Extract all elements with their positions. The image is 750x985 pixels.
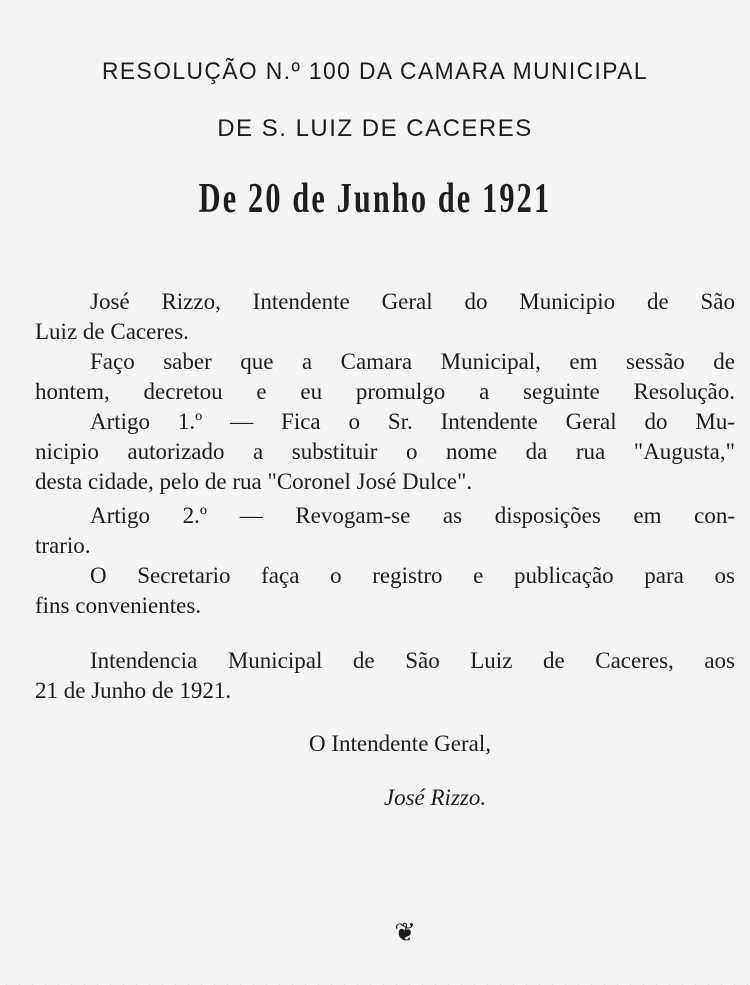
ornament-icon: ❦	[394, 918, 416, 947]
body-line: José Rizzo, Intendente Geral do Municipio de São	[90, 289, 735, 314]
resolution-date: De 20 de Junho de 1921	[198, 176, 552, 222]
body-line: Artigo 2.º — Revogam-se as disposições em con-	[90, 503, 735, 528]
body-line: hontem, decretou e eu promulgo a seguinte Resolução.	[35, 379, 735, 404]
municipality-title: DE S. LUIZ DE CACERES	[217, 115, 533, 142]
body-line: Luiz de Caceres.	[35, 319, 189, 344]
body-line: Intendencia Municipal de São Luiz de Caceres, aos	[90, 648, 735, 673]
body-line: Faço saber que a Camara Municipal, em sessão de	[90, 349, 735, 374]
resolution-title: RESOLUÇÃO N.º 100 DA CAMARA MUNICIPAL	[102, 58, 648, 85]
body-line: 21 de Junho de 1921.	[35, 678, 232, 703]
body-line: O Secretario faça o registro e publicação para os	[90, 563, 735, 588]
body-line: fins convenientes.	[35, 593, 202, 618]
body-line: nicipio autorizado a substituir o nome da rua "Augusta,"	[35, 439, 735, 464]
body-line: desta cidade, pelo de rua "Coronel José Dulce".	[35, 469, 473, 494]
body-line: trario.	[35, 533, 91, 558]
signature: José Rizzo.	[383, 785, 487, 810]
closing-title: O Intendente Geral,	[308, 731, 491, 756]
body-line: Artigo 1.º — Fica o Sr. Intendente Geral do Mu-	[90, 409, 735, 434]
